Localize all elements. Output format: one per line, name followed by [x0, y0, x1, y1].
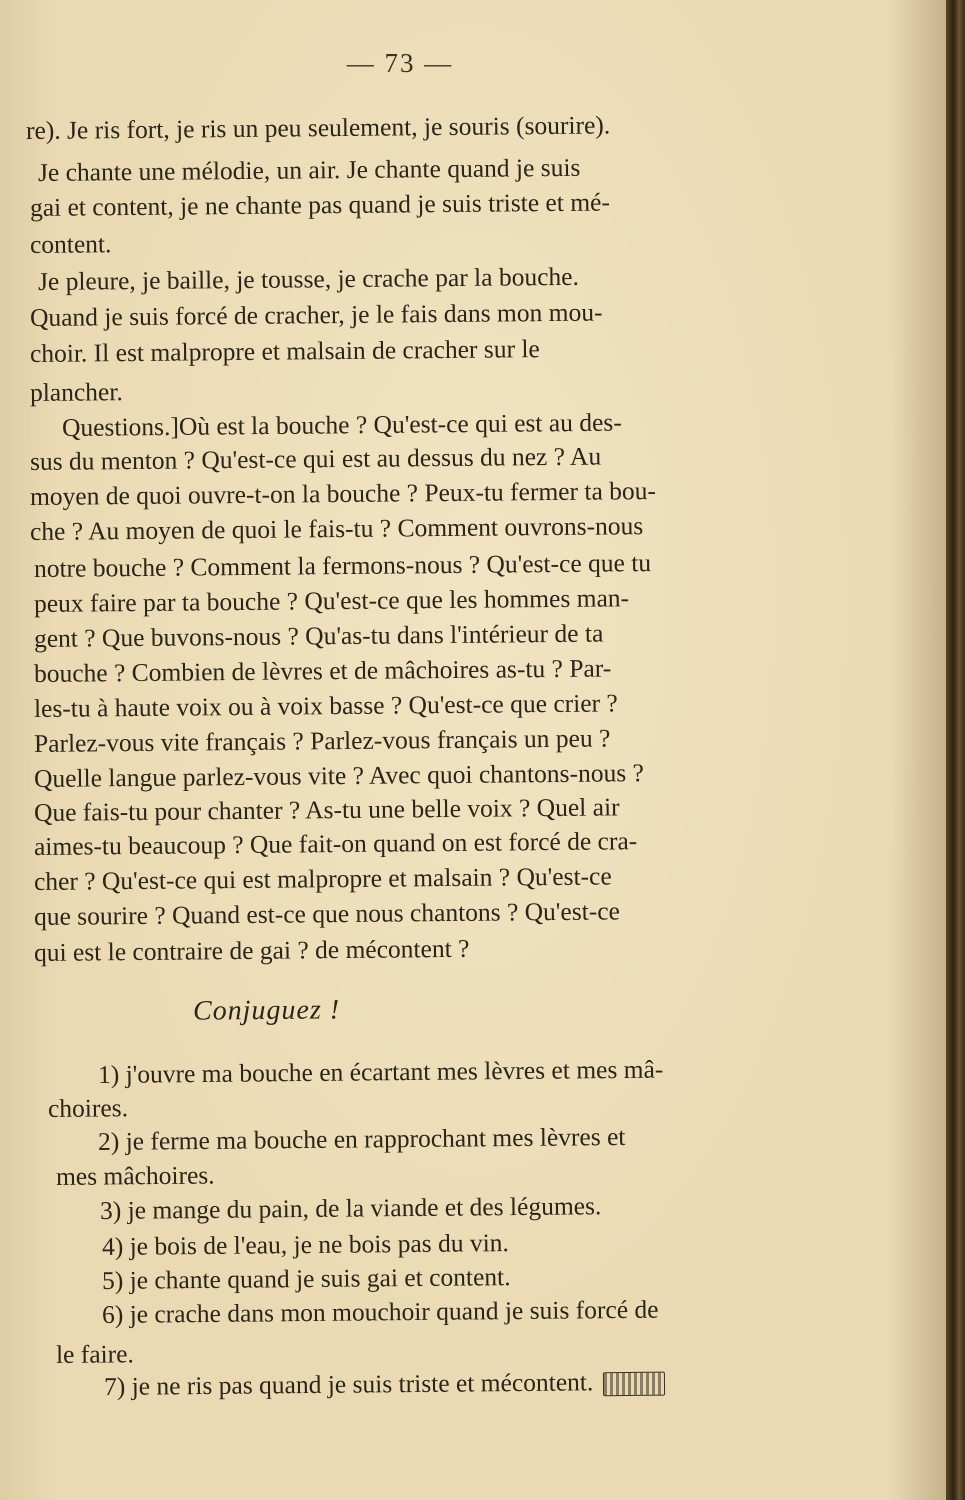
text-line-20: Que fais-tu pour chanter ? As-tu une belle voix ? Quel air — [33, 792, 620, 827]
text-line-3: gai et content, je ne chante pas quand je suis triste et mé- — [29, 187, 611, 222]
text-line-13: notre bouche ? Comment la fermons-nous ? Qu'est-ce que tu — [33, 548, 652, 583]
exercise-line-10 — [104, 1367, 666, 1402]
text-line-19: Quelle langue parlez-vous vite ? Avec quoi chantons-nous ? — [33, 758, 645, 793]
text-line-4: content. — [29, 229, 112, 259]
text-line-15: gent ? Que buvons-nous ? Qu'as-tu dans l'intérieur de ta — [33, 618, 604, 653]
text-line-12: che ? Au moyen de quoi le fais-tu ? Comment ouvrons-nous — [29, 511, 644, 546]
text-line-18: Parlez-vous vite français ? Parlez-vous français un peu ? — [33, 723, 611, 758]
text-line-7: choir. Il est malpropre et malsain de cracher sur le — [29, 334, 540, 368]
text-line-24: qui est le contraire de gai ? de mécontent ? — [33, 933, 470, 967]
text-line-8: plancher. — [29, 377, 123, 407]
exercise-line-7: 5) je chante quand je suis gai et content. — [101, 1262, 511, 1295]
text-line-10: sus du menton ? Qu'est-ce qui est au dessus du nez ? Au — [29, 441, 602, 476]
ornament-stamp — [603, 1372, 665, 1397]
exercise-line-4: mes mâchoires. — [55, 1160, 215, 1191]
exercise-line-5: 3) je mange du pain, de la viande et des légumes. — [99, 1191, 602, 1225]
text-line-21: aimes-tu beaucoup ? Que fait-on quand on est forcé de cra- — [33, 826, 638, 861]
text-line-2: Je chante une mélodie, un air. Je chante quand je suis — [37, 152, 581, 187]
text-line-1: re). Je ris fort, je ris un peu seulement, je souris (sourire). — [25, 110, 611, 145]
exercise-line-10-text: 7) je ne ris pas quand je suis triste et mécontent. — [103, 1367, 594, 1401]
exercise-line-3: 2) je ferme ma bouche en rapprochant mes lèvres et — [97, 1121, 626, 1156]
exercise-line-8: 6) je crache dans mon mouchoir quand je suis forcé de — [101, 1294, 659, 1329]
exercise-line-6: 4) je bois de l'eau, je ne bois pas du vin. — [101, 1228, 509, 1261]
conjugate-heading: Conjuguez ! — [192, 994, 341, 1027]
text-line-14: peux faire par ta bouche ? Qu'est-ce que les hommes man- — [33, 583, 630, 618]
text-line-5: Je pleure, je baille, je tousse, je crache par la bouche. — [37, 261, 580, 296]
text-line-23: que sourire ? Quand est-ce que nous chantons ? Qu'est-ce — [33, 896, 621, 931]
text-line-9: Questions.]Où est la bouche ? Qu'est-ce qui est au des- — [61, 407, 622, 442]
exercise-line-9: le faire. — [55, 1339, 134, 1369]
book-spine — [946, 0, 965, 1500]
exercise-line-1: 1) j'ouvre ma bouche en écartant mes lèvres et mes mâ- — [97, 1054, 664, 1089]
text-line-6: Quand je suis forcé de cracher, je le fais dans mon mou- — [29, 297, 603, 332]
text-line-22: cher ? Qu'est-ce qui est malpropre et malsain ? Qu'est-ce — [33, 861, 612, 896]
exercise-line-2: choires. — [47, 1093, 129, 1123]
page-number: — 73 — — [346, 48, 454, 78]
text-line-16: bouche ? Combien de lèvres et de mâchoires as-tu ? Par- — [33, 653, 612, 688]
text-line-11: moyen de quoi ouvre-t-on la bouche ? Peux-tu fermer ta bou- — [29, 475, 657, 511]
text-line-17: les-tu à haute voix ou à voix basse ? Qu'est-ce que crier ? — [33, 688, 618, 723]
